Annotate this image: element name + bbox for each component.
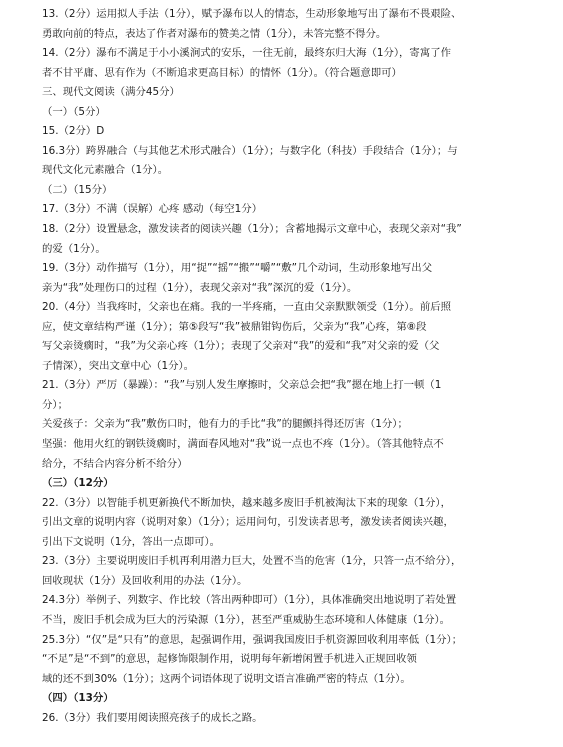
answer-line: 关爱孩子：父亲为“我”敷伤口时，他有力的手比“我”的腿颤抖得还厉害（1分）； xyxy=(42,418,408,431)
answer-line: 26.（3分）我们要用阅读照亮孩子的成长之路。 xyxy=(42,711,263,724)
answer-line: 19.（3分）动作描写（1分），用“捉”“摇”“搬”“嚼”“敷”几个动词，生动形象地写出父 xyxy=(42,262,433,275)
answer-line: 分）； xyxy=(42,398,68,411)
answer-line: 应，使文章结构严谨（1分）；第⑤段写“我”被鼎钳钩伤后，父亲为“我”心疼，第⑧段 xyxy=(42,320,427,333)
answer-line: 子情深），突出文章中心（1分）。 xyxy=(42,359,195,372)
answer-line: 22.（3分）以智能手机更新换代不断加快，越来越多废旧手机被淘汰下来的现象（1分）， xyxy=(42,496,451,509)
answer-line: 17.（3分）不满（误解）心疼 感动（每空1分） xyxy=(42,203,263,216)
answer-line: “不足”是“不到”的意思，起修饰限制作用，说明每年新增闲置手机进入正规回收领 xyxy=(42,653,417,666)
answer-line: 现代文化元素融合（1分）。 xyxy=(42,164,169,177)
answer-line: 18.（2分）设置悬念，激发读者的阅读兴趣（1分）；含蓄地揭示文章中心，表现父亲对“我” xyxy=(42,223,462,236)
answer-line: 20.（4分）当我疼时，父亲也在痛。我的一半疼痛，一直由父亲默默领受（1分）。前后照 xyxy=(42,301,451,314)
answer-line: 坚强：他用火红的钢铁烫瘸时，满面春风地对“我”说一点也不疼（1分）。（答其他特点不 xyxy=(42,438,444,451)
answer-line: 三、现代文阅读（满分45分） xyxy=(42,86,180,99)
answer-line: 回收现状（1分）及回收利用的办法（1分）。 xyxy=(42,574,248,587)
answer-line: 给分，不结合内容分析不给分） xyxy=(42,457,188,470)
answer-line: 21.（3分）严厉（暴躁）：“我”与别人发生摩擦时，父亲总会把“我”摁在地上打一顿（1 xyxy=(42,379,442,392)
answer-line: 引出下文说明（1分，答出一点即可）。 xyxy=(42,535,221,548)
answer-line: 写父亲烫瘸时，“我”为父亲心疼（1分）；表现了父亲对“我”的爱和“我”对父亲的爱（父 xyxy=(42,340,440,353)
answer-line: 16.3分）跨界融合（与其他艺术形式融合）（1分）；与数字化（科技）手段结合（1分）；与 xyxy=(42,144,458,157)
answer-line: 23.（3分）主要说明废旧手机再利用潜力巨大，处置不当的危害（1分，只答一点不给分）， xyxy=(42,555,462,568)
section-heading: （三）（12分） xyxy=(42,477,114,490)
section-heading: （四）（13分） xyxy=(42,692,114,705)
answer-line: 引出文章的说明内容（说明对象）（1分）；运用问句，引发读者思考，激发读者阅读兴趣， xyxy=(42,516,454,529)
answer-line: 域的还不到30%（1分）；这两个词语体现了说明文语言准确严密的特点（1分）。 xyxy=(42,672,411,685)
answer-line: 25.3分）“仅”是“只有”的意思，起强调作用，强调我国废旧手机资源回收利用率低（1分）； xyxy=(42,633,463,646)
answer-line: 者不甘平庸、思有作为（不断追求更高目标）的情怀（1分）。（符合题意即可） xyxy=(42,66,402,79)
answer-line: 13.（2分）运用拟人手法（1分），赋予瀑布以人的情态，生动形象地写出了瀑布不畏艰险、 xyxy=(42,8,462,20)
answer-line: 14.（2分）瀑布不满足于小小溪涧式的安乐，一往无前，最终东归大海（1分），寄寓了作 xyxy=(42,47,451,60)
answer-line: 亲为“我”处理伤口的过程（1分），表现父亲对“我”深沉的爱（1分）。 xyxy=(42,281,358,294)
answer-line: 勇敢向前的特点，表达了作者对瀑布的赞美之情（1分），未答完整不得分。 xyxy=(42,27,387,40)
answer-line: 的爱（1分）。 xyxy=(42,242,106,255)
answer-line: 不当，废旧手机会成为巨大的污染源（1分），甚至严重威胁生态环境和人体健康（1分）。 xyxy=(42,613,451,626)
answer-line: （二）（15分） xyxy=(42,183,113,196)
answer-line: 24.3分）举例子、列数字、作比较（答出两种即可）（1分），具体准确突出地说明了若处置 xyxy=(42,594,457,607)
answer-line: （一）（5分） xyxy=(42,105,106,118)
answer-line: 15.（2分）D xyxy=(42,125,105,138)
